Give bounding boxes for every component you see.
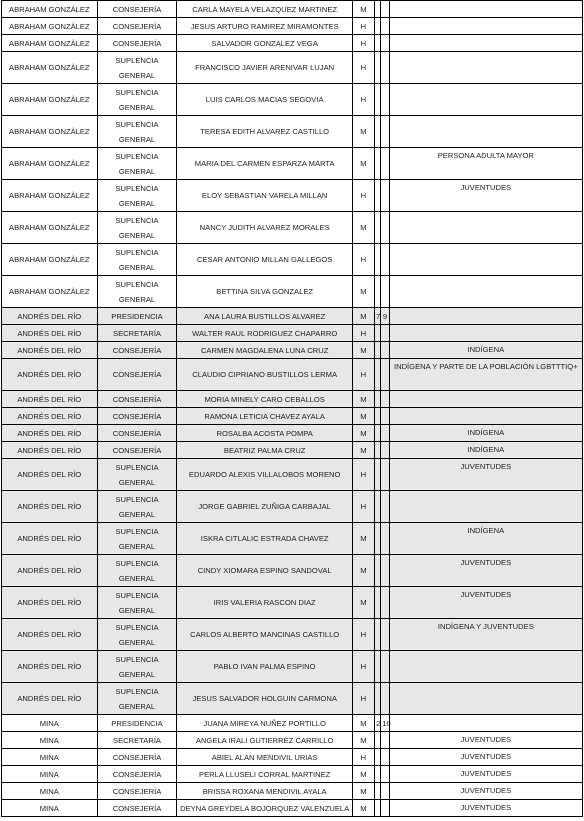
gender-cell: M [352,391,374,408]
number-b-cell [381,555,389,587]
position-cell: SUPLENCIA GENERAL [97,459,177,491]
candidate-name-cell: CESAR ANTONIO MILLAN GALLEGOS [177,244,352,276]
candidate-name-cell: JESUS ARTURO RAMIREZ MIRAMONTES [177,18,352,35]
group-note-cell [389,18,582,35]
gender-cell: M [352,783,374,800]
table-row [2,732,583,749]
position-cell: CONSEJERÍA [97,391,177,408]
position-cell: SUPLENCIA GENERAL [97,587,177,619]
position-cell: SUPLENCIA GENERAL [97,523,177,555]
position-cell: CONSEJERÍA [97,425,177,442]
number-b-cell [381,116,389,148]
table-row [2,52,583,84]
position-cell: CONSEJERÍA [97,342,177,359]
number-a-cell: 7 [374,308,380,325]
table-row [2,800,583,817]
group-note-cell [389,244,582,276]
position-cell: CONSEJERÍA [97,442,177,459]
municipality-cell: ABRAHAM GONZÁLEZ [2,35,98,52]
group-note-cell [389,391,582,408]
table-row [2,1,583,18]
table-row [2,408,583,425]
municipality-cell: ANDRÉS DEL RÍO [2,391,98,408]
gender-cell: M [352,342,374,359]
municipality-cell: ABRAHAM GONZÁLEZ [2,276,98,308]
position-cell: CONSEJERÍA [97,359,177,391]
group-note-cell [389,715,582,732]
group-note-cell: INDÍGENA [389,523,582,555]
group-note-cell [389,212,582,244]
municipality-cell: ABRAHAM GONZÁLEZ [2,1,98,18]
candidate-name-cell: BEATRIZ PALMA CRUZ [177,442,352,459]
gender-cell: M [352,442,374,459]
table-row [2,244,583,276]
gender-cell: M [352,148,374,180]
gender-cell: H [352,651,374,683]
municipality-cell: ABRAHAM GONZÁLEZ [2,116,98,148]
gender-cell: H [352,244,374,276]
candidate-name-cell: RAMONA LETICIA CHAVEZ AYALA [177,408,352,425]
table-row [2,491,583,523]
candidate-name-cell: JORGE GABRIEL ZUÑIGA CARBAJAL [177,491,352,523]
position-cell: CONSEJERÍA [97,35,177,52]
number-b-cell [381,619,389,651]
number-b-cell [381,325,389,342]
number-b-cell [381,408,389,425]
table-row [2,35,583,52]
candidate-name-cell: ABIEL ALAN MENDIVIL URIAS [177,749,352,766]
gender-cell: M [352,276,374,308]
gender-cell: M [352,555,374,587]
number-b-cell [381,244,389,276]
gender-cell: M [352,116,374,148]
position-cell: SUPLENCIA GENERAL [97,619,177,651]
number-b-cell: 10 [381,715,389,732]
municipality-cell: ANDRÉS DEL RÍO [2,683,98,715]
candidate-name-cell: SALVADOR GONZALEZ VEGA [177,35,352,52]
municipality-cell: MINA [2,800,98,817]
group-note-cell: PERSONA ADULTA MAYOR [389,148,582,180]
municipality-cell: ANDRÉS DEL RÍO [2,619,98,651]
municipality-cell: ANDRÉS DEL RÍO [2,587,98,619]
table-row [2,651,583,683]
position-cell: SUPLENCIA GENERAL [97,651,177,683]
table-row [2,766,583,783]
gender-cell: M [352,523,374,555]
municipality-cell: ABRAHAM GONZÁLEZ [2,212,98,244]
number-b-cell [381,359,389,391]
candidate-name-cell: LUIS CARLOS MACIAS SEGOVIA [177,84,352,116]
group-note-cell [389,491,582,523]
gender-cell: M [352,732,374,749]
position-cell: SUPLENCIA GENERAL [97,491,177,523]
position-cell: PRESIDENCIA [97,308,177,325]
gender-cell: H [352,325,374,342]
number-b-cell [381,459,389,491]
position-cell: SUPLENCIA GENERAL [97,555,177,587]
number-b-cell [381,587,389,619]
position-cell: SUPLENCIA GENERAL [97,212,177,244]
municipality-cell: MINA [2,732,98,749]
number-b-cell [381,148,389,180]
candidate-name-cell: ISKRA CITLALIC ESTRADA CHAVEZ [177,523,352,555]
candidate-name-cell: ANGELA IRALI GUTIERREZ CARRILLO [177,732,352,749]
table-row [2,180,583,212]
candidate-name-cell: WALTER RAUL RODRIGUEZ CHAPARRO [177,325,352,342]
table-row [2,391,583,408]
municipality-cell: MINA [2,749,98,766]
position-cell: CONSEJERÍA [97,18,177,35]
number-b-cell [381,523,389,555]
candidate-name-cell: IRIS VALERIA RASCON DIAZ [177,587,352,619]
municipality-cell: MINA [2,766,98,783]
candidate-name-cell: MORIA MINELY CARO CEBALLOS [177,391,352,408]
candidate-name-cell: PERLA LLUSELI CORRAL MARTINEZ [177,766,352,783]
candidate-name-cell: JUANA MIREYA NUÑEZ PORTILLO [177,715,352,732]
position-cell: SECRETARÍA [97,732,177,749]
municipality-cell: ANDRÉS DEL RÍO [2,523,98,555]
table-row [2,683,583,715]
group-note-cell: INDÍGENA Y PARTE DE LA POBLACIÓN LGBTTTIQ+ [389,359,582,391]
table-row [2,425,583,442]
municipality-cell: ABRAHAM GONZÁLEZ [2,148,98,180]
position-cell: SUPLENCIA GENERAL [97,244,177,276]
municipality-cell: ANDRÉS DEL RÍO [2,555,98,587]
number-b-cell [381,52,389,84]
municipality-cell: ANDRÉS DEL RÍO [2,442,98,459]
table-row [2,555,583,587]
group-note-cell [389,408,582,425]
table-row [2,148,583,180]
municipality-cell: MINA [2,783,98,800]
number-b-cell [381,391,389,408]
candidate-name-cell: CLAUDIO CIPRIANO BUSTILLOS LERMA [177,359,352,391]
number-b-cell [381,442,389,459]
group-note-cell: JUVENTUDES [389,732,582,749]
group-note-cell [389,651,582,683]
group-note-cell [389,52,582,84]
position-cell: SUPLENCIA GENERAL [97,180,177,212]
group-note-cell: INDÍGENA [389,442,582,459]
table-row [2,325,583,342]
gender-cell: M [352,308,374,325]
table-row [2,715,583,732]
candidates-table [1,0,583,817]
group-note-cell [389,276,582,308]
number-b-cell [381,276,389,308]
gender-cell: H [352,683,374,715]
candidate-name-cell: FRANCISCO JAVIER ARENIVAR LUJAN [177,52,352,84]
group-note-cell: INDÍGENA [389,425,582,442]
position-cell: CONSEJERÍA [97,1,177,18]
position-cell: SUPLENCIA GENERAL [97,683,177,715]
table-row [2,212,583,244]
number-b-cell [381,783,389,800]
number-b-cell: 9 [381,308,389,325]
number-b-cell [381,683,389,715]
position-cell: PRESIDENCIA [97,715,177,732]
municipality-cell: ANDRÉS DEL RÍO [2,491,98,523]
table-row [2,18,583,35]
gender-cell: H [352,459,374,491]
number-b-cell [381,180,389,212]
position-cell: CONSEJERÍA [97,408,177,425]
group-note-cell: INDÍGENA [389,342,582,359]
number-b-cell [381,491,389,523]
candidate-name-cell: BRISSA ROXANA MENDIVIL AYALA [177,783,352,800]
number-b-cell [381,425,389,442]
position-cell: SUPLENCIA GENERAL [97,116,177,148]
gender-cell: M [352,766,374,783]
gender-cell: H [352,619,374,651]
gender-cell: M [352,212,374,244]
municipality-cell: ABRAHAM GONZÁLEZ [2,18,98,35]
table-row [2,276,583,308]
gender-cell: M [352,408,374,425]
candidate-name-cell: PABLO IVAN PALMA ESPINO [177,651,352,683]
candidate-name-cell: ANA LAURA BUSTILLOS ALVAREZ [177,308,352,325]
number-b-cell [381,18,389,35]
position-cell: CONSEJERÍA [97,800,177,817]
position-cell: SECRETARÍA [97,325,177,342]
number-b-cell [381,732,389,749]
gender-cell: M [352,715,374,732]
table-row [2,783,583,800]
group-note-cell [389,84,582,116]
group-note-cell: JUVENTUDES [389,749,582,766]
number-b-cell [381,84,389,116]
table-row [2,749,583,766]
position-cell: CONSEJERÍA [97,783,177,800]
gender-cell: H [352,749,374,766]
gender-cell: H [352,52,374,84]
table-row [2,619,583,651]
group-note-cell [389,35,582,52]
group-note-cell: JUVENTUDES [389,180,582,212]
gender-cell: M [352,1,374,18]
municipality-cell: ANDRÉS DEL RÍO [2,425,98,442]
table-row [2,308,583,325]
table-row [2,459,583,491]
candidates-table-body [2,1,583,817]
group-note-cell [389,1,582,18]
gender-cell: H [352,180,374,212]
group-note-cell: INDÍGENA Y JUVENTUDES [389,619,582,651]
number-a-cell: 2 [374,715,380,732]
group-note-cell: JUVENTUDES [389,587,582,619]
candidate-name-cell: BETTINA SILVA GONZALEZ [177,276,352,308]
municipality-cell: ANDRÉS DEL RÍO [2,308,98,325]
candidate-name-cell: MARIA DEL CARMEN ESPARZA MARTA [177,148,352,180]
group-note-cell: JUVENTUDES [389,459,582,491]
gender-cell: H [352,491,374,523]
candidate-name-cell: ROSALBA ACOSTA POMPA [177,425,352,442]
position-cell: SUPLENCIA GENERAL [97,52,177,84]
municipality-cell: ANDRÉS DEL RÍO [2,408,98,425]
group-note-cell [389,325,582,342]
group-note-cell: JUVENTUDES [389,783,582,800]
candidate-name-cell: ELOY SEBASTIAN VARELA MILLAN [177,180,352,212]
candidate-name-cell: CARLA MAYELA VELAZQUEZ MARTINEZ [177,1,352,18]
candidate-name-cell: NANCY JUDITH ALVAREZ MORALES [177,212,352,244]
gender-cell: M [352,587,374,619]
number-b-cell [381,651,389,683]
gender-cell: H [352,359,374,391]
table-row [2,84,583,116]
table-row [2,587,583,619]
gender-cell: M [352,425,374,442]
municipality-cell: ANDRÉS DEL RÍO [2,459,98,491]
candidate-name-cell: TERESA EDITH ALVAREZ CASTILLO [177,116,352,148]
gender-cell: H [352,35,374,52]
candidate-name-cell: CARMEN MAGDALENA LUNA CRUZ [177,342,352,359]
position-cell: SUPLENCIA GENERAL [97,276,177,308]
group-note-cell: JUVENTUDES [389,555,582,587]
municipality-cell: ABRAHAM GONZÁLEZ [2,84,98,116]
municipality-cell: ANDRÉS DEL RÍO [2,651,98,683]
number-b-cell [381,212,389,244]
group-note-cell [389,116,582,148]
municipality-cell: ANDRÉS DEL RÍO [2,342,98,359]
position-cell: CONSEJERÍA [97,749,177,766]
candidate-name-cell: CARLOS ALBERTO MANCINAS CASTILLO [177,619,352,651]
gender-cell: H [352,84,374,116]
position-cell: CONSEJERÍA [97,766,177,783]
number-b-cell [381,1,389,18]
municipality-cell: ANDRÉS DEL RÍO [2,325,98,342]
group-note-cell [389,683,582,715]
table-row [2,116,583,148]
municipality-cell: ABRAHAM GONZÁLEZ [2,180,98,212]
table-row [2,442,583,459]
candidate-name-cell: EDUARDO ALEXIS VILLALOBOS MORENO [177,459,352,491]
municipality-cell: ANDRÉS DEL RÍO [2,359,98,391]
group-note-cell: JUVENTUDES [389,766,582,783]
group-note-cell [389,308,582,325]
candidate-name-cell: DEYNA GREYDELA BOJORQUEZ VALENZUELA [177,800,352,817]
municipality-cell: ABRAHAM GONZÁLEZ [2,52,98,84]
municipality-cell: MINA [2,715,98,732]
number-b-cell [381,342,389,359]
gender-cell: M [352,800,374,817]
table-row [2,359,583,391]
position-cell: SUPLENCIA GENERAL [97,148,177,180]
table-row [2,342,583,359]
number-b-cell [381,749,389,766]
number-b-cell [381,766,389,783]
position-cell: SUPLENCIA GENERAL [97,84,177,116]
candidate-name-cell: JESUS SALVADOR HOLGUIN CARMONA [177,683,352,715]
number-b-cell [381,800,389,817]
gender-cell: H [352,18,374,35]
group-note-cell: JUVENTUDES [389,800,582,817]
candidate-name-cell: CINDY XIOMARA ESPINO SANDOVAL [177,555,352,587]
number-b-cell [381,35,389,52]
table-row [2,523,583,555]
municipality-cell: ABRAHAM GONZÁLEZ [2,244,98,276]
